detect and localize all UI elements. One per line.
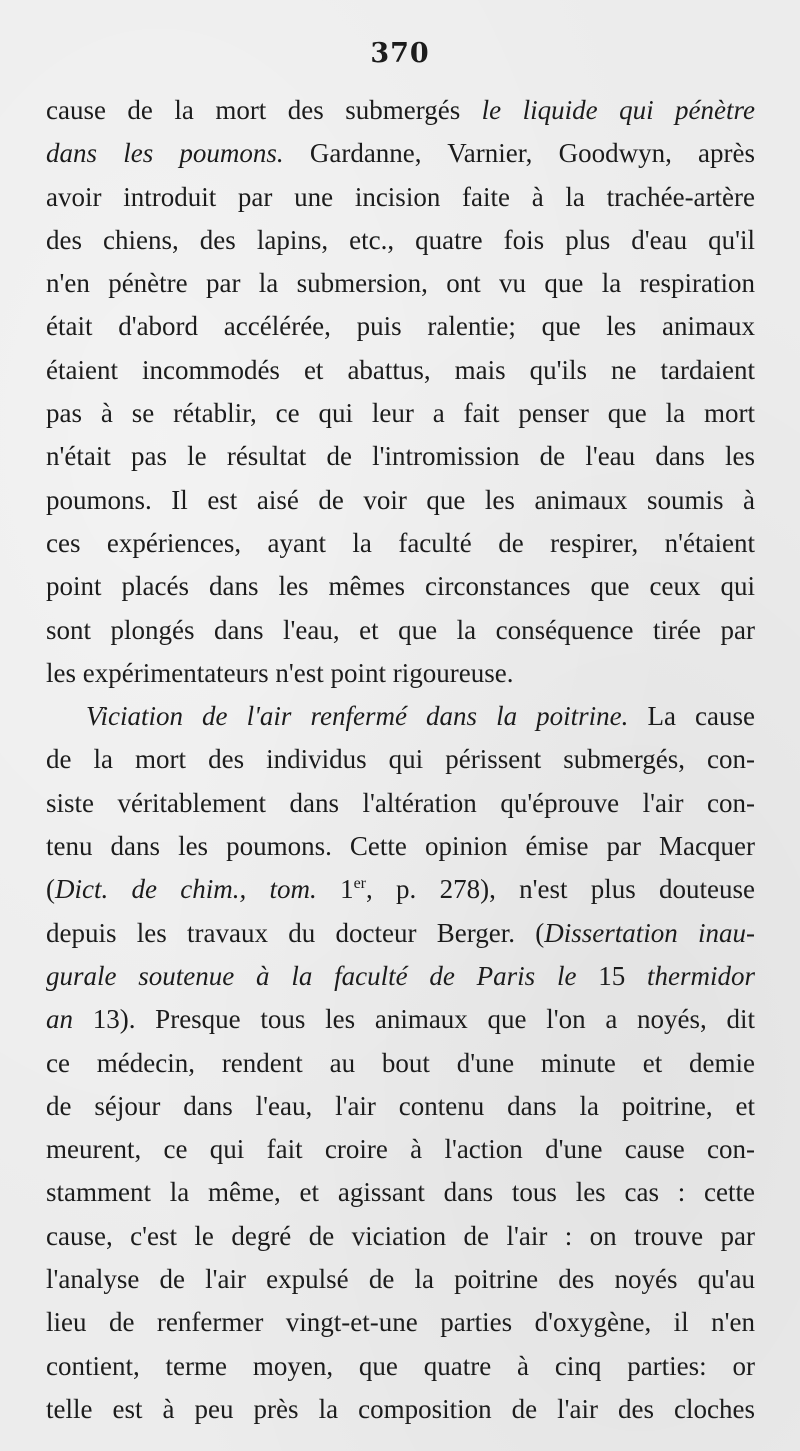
text-segment: de séjour dans l'eau, l'air contenu dans la poitrine, et — [46, 1090, 755, 1121]
text-line — [46, 868, 755, 911]
text-line — [46, 738, 755, 781]
text-line — [46, 1388, 755, 1431]
text-line — [46, 912, 755, 955]
text-segment: les expérimentateurs n'est point rigoureuse. — [46, 657, 514, 688]
text-line — [46, 1085, 755, 1128]
text-segment: n'était pas le résultat de l'intromission de l'eau dans les — [46, 441, 755, 472]
text-line — [46, 219, 755, 262]
text-line — [46, 695, 755, 738]
text-line — [46, 349, 755, 392]
italic-text: Dict. de chim., tom. — [55, 874, 317, 905]
page-number: 370 — [370, 38, 430, 69]
body-text — [46, 89, 755, 1431]
italic-text: Dissertation inau- — [544, 917, 755, 948]
text-segment: meurent, ce qui fait croire à l'action d'une cause con- — [46, 1134, 755, 1165]
text-segment: tenu dans les poumons. Cette opinion émise par Macquer — [46, 831, 755, 862]
text-segment: l'analyse de l'air expulsé de la poitrine des noyés qu'au — [46, 1264, 755, 1295]
text-line — [46, 305, 755, 348]
text-segment: depuis les travaux du docteur Berger. ( — [46, 917, 545, 948]
text-line — [46, 782, 755, 825]
italic-text: dans les poumons. — [46, 138, 284, 169]
text-segment: 13). Presque tous les animaux que l'on a noyés, dit — [73, 1004, 755, 1035]
text-line — [46, 955, 755, 998]
text-line — [46, 176, 755, 219]
text-segment: ( — [46, 874, 55, 905]
text-line — [46, 1345, 755, 1388]
text-segment: de la mort des individus qui périssent submergés, con- — [46, 744, 755, 775]
text-segment: telle est à peu près la composition de l'air des cloches — [46, 1393, 755, 1424]
text-line — [46, 998, 755, 1041]
text-segment: , p. 278), n'est plus douteuse — [366, 874, 755, 905]
text-segment: avoir introduit par une incision faite à la trachée-artère — [46, 181, 755, 212]
text-line — [46, 1171, 755, 1214]
text-segment: cause de la mort des submergés — [46, 95, 482, 125]
text-line — [46, 89, 755, 132]
text-segment: stamment la même, et agissant dans tous les cas : cette — [46, 1177, 755, 1208]
text-line — [46, 825, 755, 868]
text-line — [46, 652, 755, 695]
text-line — [46, 435, 755, 478]
italic-text: le liquide qui pénètre — [481, 95, 755, 125]
text-segment: sont plongés dans l'eau, et que la conséquence tirée par — [46, 614, 755, 645]
text-line — [46, 565, 755, 608]
text-segment: La cause — [628, 701, 755, 732]
text-segment: n'en pénètre par la submersion, ont vu que la respiration — [46, 268, 755, 299]
text-line — [46, 1128, 755, 1171]
text-line — [46, 262, 755, 305]
text-line — [46, 1301, 755, 1344]
text-segment: point placés dans les mêmes circonstances que ceux qui — [46, 571, 755, 602]
text-line — [46, 392, 755, 435]
text-line — [46, 479, 755, 522]
italic-text: gurale soutenue à la faculté de Paris le — [46, 960, 577, 991]
text-segment: pas à se rétablir, ce qui leur a fait penser que la mort — [46, 398, 755, 429]
text-segment: poumons. Il est aisé de voir que les animaux soumis à — [46, 484, 755, 515]
superscript: er — [353, 875, 367, 893]
text-segment: 1 — [316, 874, 354, 905]
text-segment: contient, terme moyen, que quatre à cinq parties: or — [46, 1350, 755, 1381]
text-segment: cause, c'est le degré de viciation de l'air : on trouve par — [46, 1220, 755, 1251]
italic-text: an — [46, 1004, 73, 1035]
text-line — [46, 1258, 755, 1301]
text-segment: 15 — [576, 960, 648, 991]
text-line — [46, 522, 755, 565]
text-line — [46, 132, 755, 175]
text-segment: étaient incommodés et abattus, mais qu'ils ne tardaient — [46, 354, 755, 385]
italic-text: thermidor — [647, 960, 755, 991]
text-line — [46, 1215, 755, 1258]
italic-text: Viciation de l'air renfermé dans la poitrine. — [86, 701, 629, 732]
text-segment: siste véritablement dans l'altération qu'éprouve l'air con- — [46, 787, 755, 818]
text-segment: des chiens, des lapins, etc., quatre fois plus d'eau qu'il — [46, 224, 755, 255]
text-segment: Gardanne, Varnier, Goodwyn, après — [283, 138, 755, 169]
text-segment: ce médecin, rendent au bout d'une minute et demie — [46, 1047, 755, 1078]
text-segment: lieu de renfermer vingt-et-une parties d'oxygène, il n'en — [46, 1307, 755, 1338]
text-segment: ces expériences, ayant la faculté de respirer, n'étaient — [46, 527, 755, 558]
text-line — [46, 609, 755, 652]
text-segment: était d'abord accélérée, puis ralentie; que les animaux — [46, 311, 755, 342]
text-line — [46, 1042, 755, 1085]
